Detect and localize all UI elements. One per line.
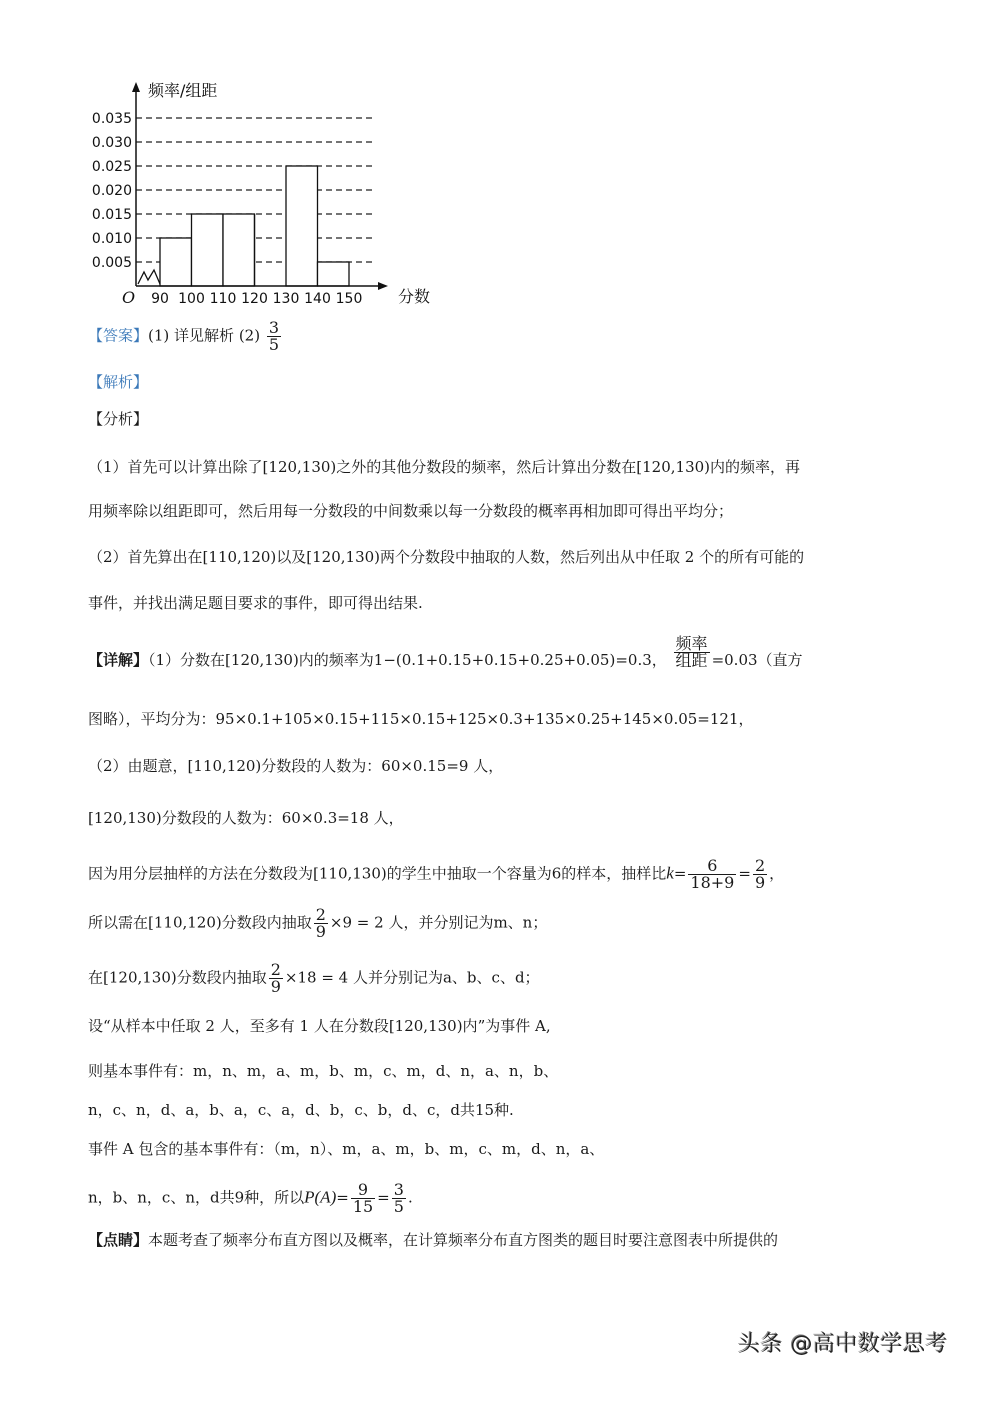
detail-line-5: 因为用分层抽样的方法在分数段为[110,130)的学生中抽取一个容量为6的样本，抽样比k= $\frac{6}{18+9}$ = $\frac{2}{9}$ ， <box>88 856 785 892</box>
origin-label: O <box>122 288 136 307</box>
x-tick-label: 130 <box>272 291 300 307</box>
analysis-tag: 【解析】 <box>88 373 149 391</box>
dianjing-line <box>88 1228 778 1252</box>
y-tick-label: 0.010 <box>91 231 132 247</box>
detail-l1-text: （1）分数在[120,130)内的频率为1−(0.1+0.15+0.15+0.25+0.05)=0.3， <box>148 651 667 669</box>
detail-l6-result: ×9 = 2 人，并分别记为m、n； <box>329 913 548 932</box>
fenxi-p2-line2: 事件，并找出满足题目要求的事件，即可得出结果. <box>88 594 423 612</box>
detail-l7-result: ×18 = 4 人并分别记为a、b、c、d； <box>284 968 540 987</box>
x-tick-label: 90 <box>151 291 169 307</box>
ratio-fraction-2: $\frac{2}{9}$ <box>754 856 766 892</box>
math-comma: ， <box>769 864 785 883</box>
answer-part1: (1) 详见解析 <box>148 326 235 345</box>
detail-line-4: [120,130)分数段的人数为：60×0.3=18 人， <box>88 809 404 827</box>
y-tick-label: 0.025 <box>91 159 132 175</box>
probability-fraction-2: $\frac{3}{5}$ <box>393 1180 404 1216</box>
histogram-bar <box>223 214 255 286</box>
fenxi-p1-line2: 用频率除以组距即可，然后用每一分数段的中间数乘以每一分数段的概率再相加即可得出平均分； <box>88 502 734 520</box>
detail-line-10: n，c、n，d、a，b、a，c、a，d、b，c、b，d、c，d共15种. <box>88 1101 514 1119</box>
answer-line <box>88 320 283 353</box>
fenxi-p2-line1: （2）首先算出在[110,120)以及[120,130)两个分数段中抽取的人数，然后列出从中任取 2 个的所有可能的 <box>88 548 805 566</box>
math-probability: P(A) <box>304 1187 337 1207</box>
detail-line-7 <box>88 962 540 995</box>
y-tick-label: 0.005 <box>91 255 132 271</box>
detail-l6-text: 所以需在[110,120)分数段内抽取 <box>88 913 312 932</box>
detail-l12-text: n，b、n，c、n，d共9种，所以 <box>88 1188 305 1207</box>
watermark: 头条 @高中数学思考 <box>738 1332 948 1357</box>
math-k: k <box>666 863 674 883</box>
answer-tag: 【答案】 <box>88 326 149 345</box>
frequency-histogram <box>80 72 450 312</box>
y-tick-label: 0.015 <box>91 207 132 223</box>
math-eq: = <box>673 864 687 883</box>
histogram-bar <box>318 262 350 286</box>
detail-l1-result: =0.03（直方 <box>711 651 803 669</box>
x-axis-arrow-icon <box>378 282 388 290</box>
detail-line-1 <box>88 633 803 672</box>
freq-over-width-fraction: $\frac{\text{频率}}{\text{组距}}$ <box>675 633 708 670</box>
detail-tag: 【详解】 <box>88 651 149 669</box>
dianjing-tag: 【点睛】 <box>88 1231 149 1249</box>
x-tick-label: 120 <box>241 291 268 307</box>
x-tick-label: 140 <box>304 291 331 307</box>
detail-line-2: 图略），平均分为：95×0.1+105×0.15+115×0.15+125×0.3+135×0.25+145×0.05=121， <box>88 710 754 728</box>
detail-l7-text: 在[120,130)分数段内抽取 <box>88 968 267 987</box>
x-tick-label: 110 <box>209 291 237 307</box>
sample-fraction-abcd: $\frac{2}{9}$ <box>270 960 281 996</box>
histogram-bar <box>286 166 318 286</box>
y-tick-label: 0.020 <box>91 183 132 199</box>
x-tick-label: 100 <box>178 291 205 307</box>
detail-line-8: 设“从样本中任取 2 人，至多有 1 人在分数段[120,130)内”为事件 A, <box>88 1017 551 1035</box>
y-axis-label: 频率/组距 <box>148 81 218 100</box>
answer-part2: (2) <box>238 326 261 345</box>
detail-line-6 <box>88 907 547 940</box>
ratio-fraction-1: $\frac{6}{18+9}$ <box>690 856 735 892</box>
fenxi-tag: 【分析】 <box>88 410 149 428</box>
detail-line-9: 则基本事件有：m，n、m，a、m，b、m，c、m，d、n，a、n，b、 <box>88 1062 559 1080</box>
detail-line-12: n，b、n，c、n，d共9种，所以P(A)= $\frac{9}{15}$ = $\frac{3}{5}$ . <box>88 1180 413 1216</box>
math-period: . <box>407 1188 413 1207</box>
y-tick-label: 0.030 <box>91 135 132 151</box>
dianjing-text: 本题考查了频率分布直方图以及概率，在计算频率分布直方图类的题目时要注意图表中所提供的 <box>148 1231 779 1249</box>
sample-fraction-mn: $\frac{2}{9}$ <box>315 905 326 941</box>
y-axis-arrow-icon <box>132 82 140 92</box>
x-axis-label: 分数 <box>398 287 431 306</box>
detail-l5-text: 因为用分层抽样的方法在分数段为[110,130)的学生中抽取一个容量为6的样本，抽样比 <box>88 864 667 883</box>
detail-line-3: （2）由题意，[110,120)分数段的人数为：60×0.15=9 人， <box>88 757 504 775</box>
x-tick-label: 150 <box>335 291 363 307</box>
histogram-bar <box>160 238 192 286</box>
answer-fraction: $\frac{3}{5}$ <box>268 318 280 354</box>
probability-fraction-1: $\frac{9}{15}$ <box>352 1180 374 1216</box>
detail-line-11: 事件 A 包含的基本事件有：（m，n）、m，a、m，b、m，c、m，d、n，a、 <box>88 1140 605 1158</box>
fenxi-p1-line1: （1）首先可以计算出除了[120,130)之外的其他分数段的频率，然后计算出分数在[120,130)内的频率，再 <box>88 458 801 476</box>
histogram-bar <box>192 214 224 286</box>
y-tick-label: 0.035 <box>91 111 132 127</box>
axis-break-icon <box>138 270 160 284</box>
